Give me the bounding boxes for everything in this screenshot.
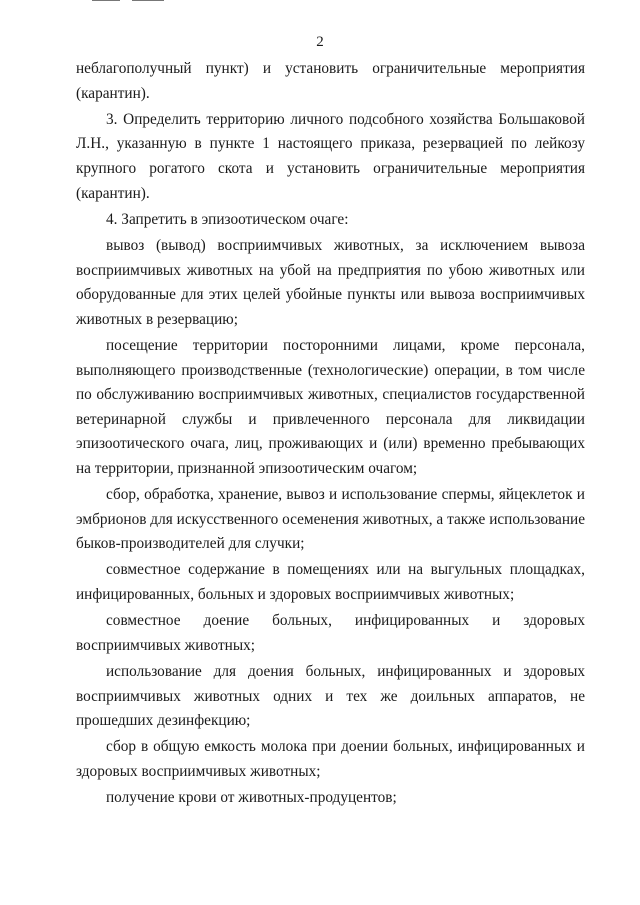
document-body bbox=[76, 57, 585, 812]
paragraph-continuation: неблагополучный пункт) и установить ограничительные мероприятия (карантин). bbox=[76, 60, 585, 102]
paragraph-item-4: 4. Запретить в эпизоотическом очаге: bbox=[106, 210, 349, 228]
page-number: 2 bbox=[316, 34, 324, 50]
prohibition-common-milk-container: сбор в общую емкость молока при доении больных, инфицированных и здоровых восприимчивых животных; bbox=[76, 738, 585, 780]
paragraph-item-3: 3. Определить территорию личного подсобного хозяйства Большаковой Л.Н., указанную в пункте 1 настоящего приказа, резервацией по лейкозу крупного рогатого скота и установить ограничительные мероприятия (карантин). bbox=[76, 110, 585, 202]
prohibition-export-animals: вывоз (вывод) восприимчивых животных, за исключением вывоза восприимчивых животных на убой на предприятия по убою животных или оборудованные для этих целей убойные пункты или вывоза восприимчивых животных в резервацию; bbox=[76, 236, 585, 328]
scan-top-marks bbox=[92, 0, 172, 2]
prohibition-visiting-territory: посещение территории посторонними лицами, кроме персонала, выполняющего производственные (технологические) операции, в том числе по обслуживанию восприимчивых животных, специалистов государственной ветеринарной службы и привлеченного персонала для ликвидации эпизоотического очага, лиц, проживающих и (или) временно пребывающих на территории, признанной эпизоотическим очагом; bbox=[76, 336, 585, 477]
prohibition-joint-milking: совместное доение больных, инфицированных и здоровых восприимчивых животных; bbox=[76, 612, 585, 654]
prohibition-sperm-embryos: сбор, обработка, хранение, вывоз и использование спермы, яйцеклеток и эмбрионов для искусственного осеменения животных, а также использование быков-производителей для случки; bbox=[76, 486, 585, 553]
prohibition-same-milking-machines: использование для доения больных, инфицированных и здоровых восприимчивых животных одних и тех же доильных аппаратов, не прошедших дезинфекцию; bbox=[76, 663, 585, 730]
prohibition-joint-keeping: совместное содержание в помещениях или на выгульных площадках, инфицированных, больных и здоровых восприимчивых животных; bbox=[76, 561, 585, 604]
prohibition-blood-collection: получение крови от животных-продуцентов; bbox=[106, 789, 397, 807]
